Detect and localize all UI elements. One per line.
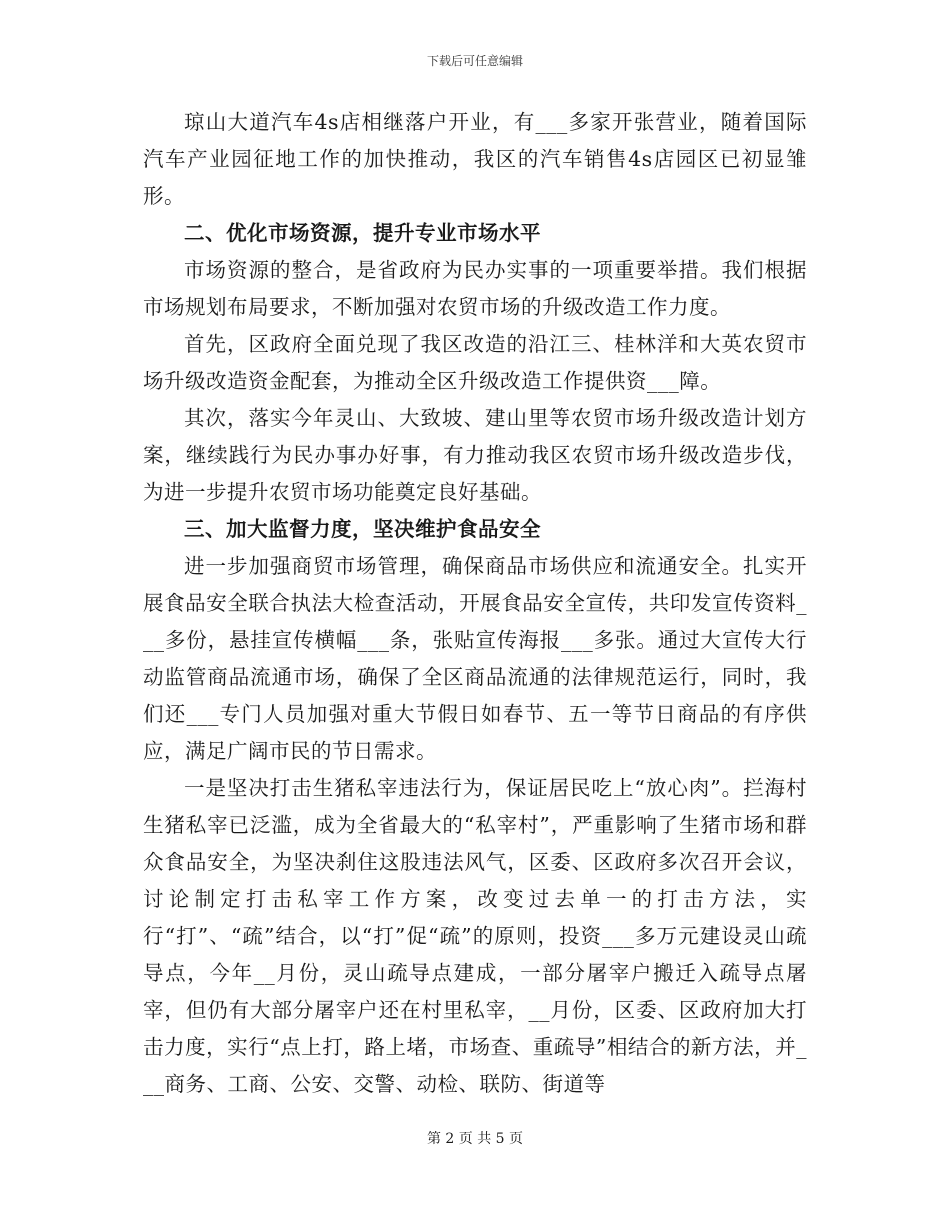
paragraph-first-measure: 首先，区政府全面兑现了我区改造的沿江三、桂林洋和大英农贸市场升级改造资金配套，为推动全区升级改造工作提供资___障。 bbox=[143, 332, 807, 393]
section-heading-2: 二、优化市场资源，提升专业市场水平 bbox=[184, 221, 541, 245]
page-number: 第 2 页 共 5 页 bbox=[426, 1131, 524, 1147]
paragraph-car-dealers: 琼山大道汽车4s店相继落户开业，有___多家开张营业，随着国际汽车产业园征地工作的加快推动，我区的汽车销售4s店园区已初显雏形。 bbox=[143, 110, 807, 208]
document-body bbox=[143, 104, 807, 1103]
paragraph-pig-slaughter: 一是坚决打击生猪私宰违法行为，保证居民吃上“放心肉”。拦海村生猪私宰已泛滥，成为全省最大的“私宰村”，严重影响了生猪市场和群众食品安全，为坚决刹住这股违法风气，区委、区政府多次召开会议，讨论制定打击私宰工作方案，改变过去单一的打击方法，实行“打”、“疏”结合，以“打”促“疏”的原则，投资___多万元建设灵山疏导点，今年__月份，灵山疏导点建成，一部分屠宰户搬迁入疏导点屠宰，但仍有大部分屠宰户还在村里私宰，__月份，区委、区政府加大打击力度，实行“点上打，路上堵，市场查、重疏导”相结合的新方法，并___商务、工商、公安、交警、动检、联防、街道等 bbox=[143, 776, 807, 1096]
section-heading-3: 三、加大监督力度，坚决维护食品安全 bbox=[184, 517, 541, 541]
page-header-note: 下载后可任意编辑 bbox=[426, 54, 523, 68]
paragraph-market-resources: 市场资源的整合，是省政府为民办实事的一项重要举措。我们根据市场规划布局要求，不断加强对农贸市场的升级改造工作力度。 bbox=[143, 258, 807, 319]
paragraph-second-measure: 其次，落实今年灵山、大致坡、建山里等农贸市场升级改造计划方案，继续践行为民办事办好事，有力推动我区农贸市场升级改造步伐，为进一步提升农贸市场功能奠定良好基础。 bbox=[143, 406, 807, 504]
paragraph-market-management: 进一步加强商贸市场管理，确保商品市场供应和流通安全。扎实开展食品安全联合执法大检查活动，开展食品安全宣传，共印发宣传资料___多份，悬挂宣传横幅___条，张贴宣传海报___多张。通过大宣传大行动监管商品流通市场，确保了全区商品流通的法律规范运行，同时，我们还___专门人员加强对重大节假日如春节、五一等节日商品的有序供应，满足广阔市民的节日需求。 bbox=[143, 554, 807, 763]
